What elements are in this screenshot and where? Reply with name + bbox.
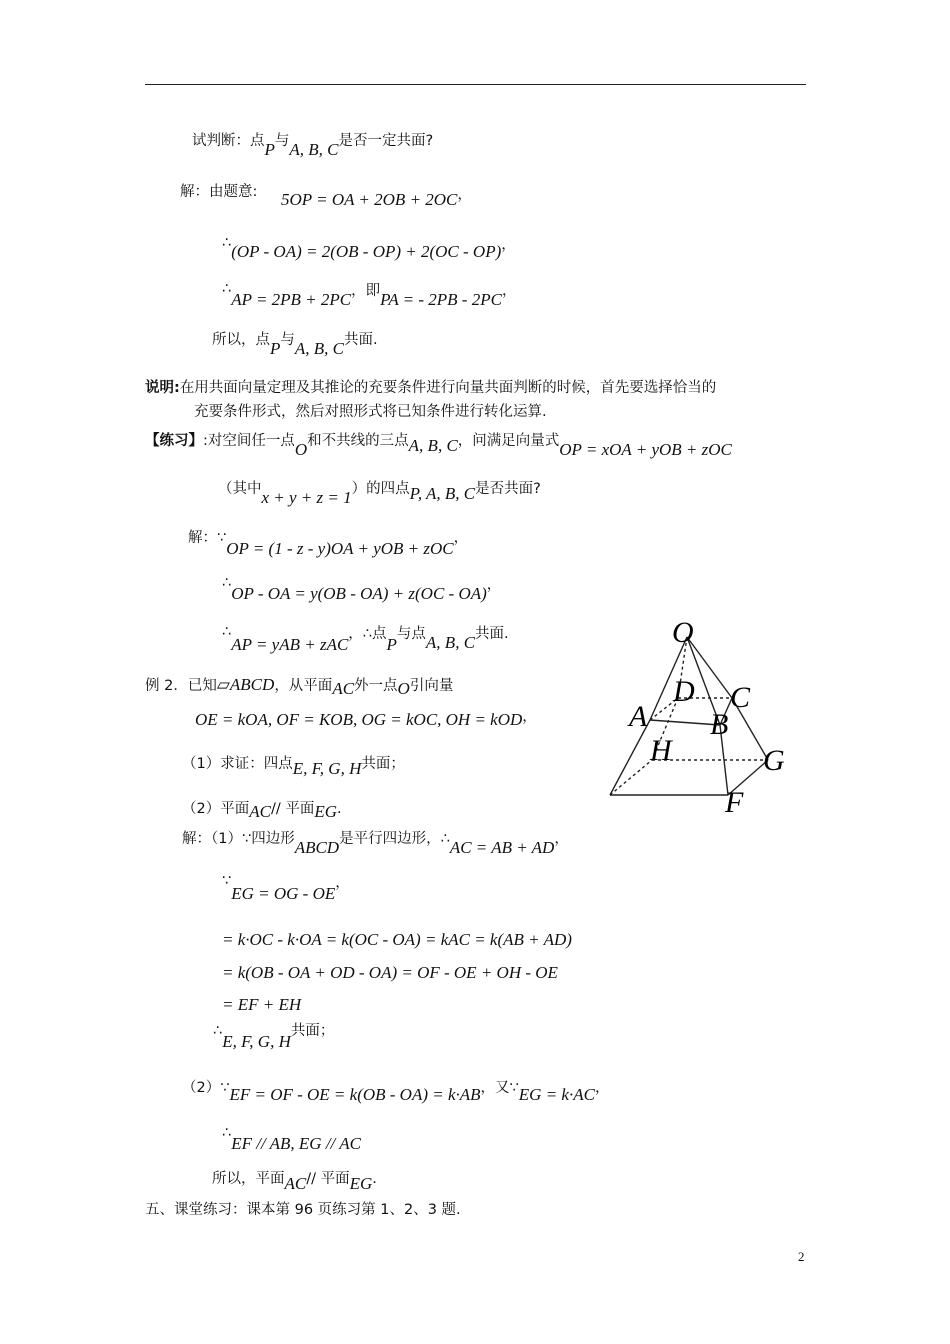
text-line-l10 xyxy=(218,478,541,507)
text-span: ∴ xyxy=(222,575,232,591)
formula-span: AC xyxy=(284,1174,307,1193)
formula-span: ▱ABCD xyxy=(216,675,275,694)
formula-span: EG = k·AC xyxy=(518,1085,595,1104)
formula-span: OP = xOA + yOB + zOC xyxy=(559,440,732,459)
text-span: ∴ xyxy=(222,1125,232,1141)
formula-span: A, B, C xyxy=(425,633,476,652)
text-line-l22 xyxy=(222,995,301,1015)
formula-span: AP = 2PB + 2PC xyxy=(231,290,352,309)
text-span: （其中 xyxy=(218,481,262,497)
text-span: 所以，点 xyxy=(212,332,270,348)
text-line-l7 xyxy=(145,377,716,398)
text-span: . xyxy=(337,801,342,817)
formula-span: = EF + EH xyxy=(222,995,302,1014)
formula-span: (OP - OA) = 2(OB - OP) + 2(OC - OP) xyxy=(231,242,502,261)
text-span: 五、课堂练习：课本第 96 页练习第 1、2、3 题. xyxy=(145,1202,461,1218)
text-line-l2 xyxy=(180,181,257,202)
text-span: ）的四点 xyxy=(351,481,410,497)
formula-span: x + y + z = 1 xyxy=(261,488,352,507)
label-D: D xyxy=(673,675,695,708)
label-O: O xyxy=(672,616,694,649)
text-span: 充要条件形式，然后对照形式将已知条件进行转化运算. xyxy=(194,404,547,420)
text-span: ∴ xyxy=(222,281,232,297)
text-span: 与 xyxy=(280,332,295,348)
label-G: G xyxy=(763,744,785,777)
label-C: C xyxy=(730,681,751,714)
text-span: 共面； xyxy=(361,756,405,772)
text-span: 在用共面向量定理及其推论的充要条件进行向量共面判断的时候，首先要选择恰当的 xyxy=(179,380,717,396)
text-line-l27 xyxy=(145,1199,461,1220)
formula-span: A, B, C xyxy=(294,339,344,358)
text-span: 与 xyxy=(274,133,290,149)
header-rule xyxy=(145,84,806,85)
formula-span: P xyxy=(386,635,397,654)
formula-span: EF // AB, EG // AC xyxy=(231,1134,361,1153)
text-span: // 平面 xyxy=(270,801,315,817)
formula-span: E, F, G, H xyxy=(222,1032,291,1051)
text-span: 共面. xyxy=(344,332,378,348)
text-line-l23 xyxy=(213,1023,335,1051)
text-span: ∴ xyxy=(222,624,232,640)
text-span: ， xyxy=(522,709,537,725)
text-span: ， xyxy=(554,831,569,847)
formula-span: EG xyxy=(349,1174,373,1193)
text-line-l20 xyxy=(222,930,572,950)
text-line-l19 xyxy=(222,873,350,903)
formula-span: P xyxy=(270,339,281,358)
text-line-l26 xyxy=(212,1168,377,1193)
text-span: 共面. xyxy=(475,626,509,642)
text-span: ，∴点 xyxy=(348,626,387,642)
text-span: 是否一定共面? xyxy=(338,133,434,149)
formula-span: EF = OF - OE = k(OB - OA) = k·AB xyxy=(229,1085,481,1104)
formula-span: OE = kOA, OF = KOB, OG = kOC, OH = kOD xyxy=(195,710,523,729)
text-span: ∵ xyxy=(222,873,232,889)
text-span: . xyxy=(372,1171,377,1187)
formula-span: EG xyxy=(314,802,338,821)
text-span: ，又∵ xyxy=(480,1080,519,1096)
formula-span: O xyxy=(294,440,308,459)
text-line-l11 xyxy=(188,527,469,558)
text-span: ， xyxy=(486,577,502,593)
text-span: 引向量 xyxy=(409,678,454,694)
text-line-l16 xyxy=(182,753,405,778)
text-span: （2）∵ xyxy=(182,1080,230,1096)
formula-span: ABCD xyxy=(294,838,340,857)
label-B: B xyxy=(710,708,729,741)
text-span: 是平行四边形，∴ xyxy=(339,831,450,847)
text-line-l18 xyxy=(182,828,569,857)
text-span: 解：∵ xyxy=(188,530,227,546)
formula-span: OP - OA = y(OB - OA) + z(OC - OA) xyxy=(231,584,487,603)
text-span: ， xyxy=(453,530,469,546)
text-span: 是否共面? xyxy=(475,481,541,497)
text-span: :对空间任一点 xyxy=(203,433,295,449)
formula-span: A, B, C xyxy=(289,140,339,159)
text-span: 解：（1）∵四边形 xyxy=(182,831,295,847)
text-line-l25 xyxy=(222,1125,361,1153)
text-span: ， xyxy=(501,283,517,299)
text-span: ，问满足向量式 xyxy=(457,433,560,449)
text-span: 例 2．已知 xyxy=(145,678,217,694)
formula-span: 5OP = OA + 2OB + 2OC xyxy=(281,190,458,209)
formula-span: EG = OG - OE xyxy=(231,884,336,903)
text-line-l1 xyxy=(192,130,434,159)
label-F: F xyxy=(725,786,744,812)
formula-span: AC xyxy=(249,802,271,821)
formula-span: O xyxy=(397,679,410,698)
text-span: ， xyxy=(501,237,516,253)
text-line-l21 xyxy=(222,963,558,983)
formula-span: AP = yAB + zAC xyxy=(231,635,349,654)
text-line-l6 xyxy=(212,329,378,358)
formula-span: OP = (1 - z - y)OA + yOB + zOC xyxy=(226,539,454,558)
text-line-l9 xyxy=(145,430,732,459)
text-line-l5 xyxy=(222,281,517,309)
text-span: 与点 xyxy=(396,626,426,642)
text-span: 说明: xyxy=(145,380,180,396)
text-span: （1）求证：四点 xyxy=(182,756,293,772)
page-number: 2 xyxy=(798,1249,805,1264)
text-span: 所以，平面 xyxy=(212,1171,285,1187)
text-span: ∴ xyxy=(222,235,232,251)
text-span: ， xyxy=(335,875,350,891)
formula-span: A, B, C xyxy=(408,436,458,455)
text-line-l8 xyxy=(194,401,547,422)
formula-span: = k(OB - OA + OD - OA) = OF - OE + OH - OE xyxy=(222,963,558,982)
text-span: ∴ xyxy=(213,1023,223,1039)
text-span: 【练习】 xyxy=(145,433,203,449)
text-line-l14 xyxy=(145,675,453,696)
text-line-l4 xyxy=(222,235,516,261)
text-span: ，从平面 xyxy=(274,678,333,694)
edge-EH xyxy=(610,760,652,795)
text-line-l24 xyxy=(182,1077,610,1104)
text-span: 共面； xyxy=(290,1023,335,1039)
formula-span: AC = AB + AD xyxy=(449,838,555,857)
formula-span: E, F, G, H xyxy=(292,759,362,778)
label-A: A xyxy=(629,700,648,733)
label-H: H xyxy=(650,734,672,767)
formula-span: P xyxy=(264,140,275,159)
formula-span: = k·OC - k·OA = k(OC - OA) = kAC = k(AB + AD) xyxy=(222,930,572,949)
text-span: ， xyxy=(594,1080,610,1096)
formula-span: P, A, B, C xyxy=(409,484,476,503)
text-line-l15 xyxy=(195,710,537,731)
text-span: （2）平面 xyxy=(182,801,250,817)
formula-span: PA = - 2PB - 2PC xyxy=(380,290,502,309)
text-span: ，即 xyxy=(351,283,381,299)
text-span: ， xyxy=(457,187,472,203)
text-line-l17 xyxy=(182,798,342,819)
text-line-l3 xyxy=(281,187,472,211)
frustum-figure xyxy=(600,612,800,812)
text-line-l12 xyxy=(222,575,502,603)
text-line-l13 xyxy=(222,624,509,654)
text-span: 外一点 xyxy=(354,678,398,694)
text-span: 试判断：点 xyxy=(192,133,265,149)
text-span: 和不共线的三点 xyxy=(307,433,409,449)
text-span: 解：由题意: xyxy=(180,184,258,200)
formula-span: AC xyxy=(332,679,355,698)
text-span: // 平面 xyxy=(306,1171,350,1187)
